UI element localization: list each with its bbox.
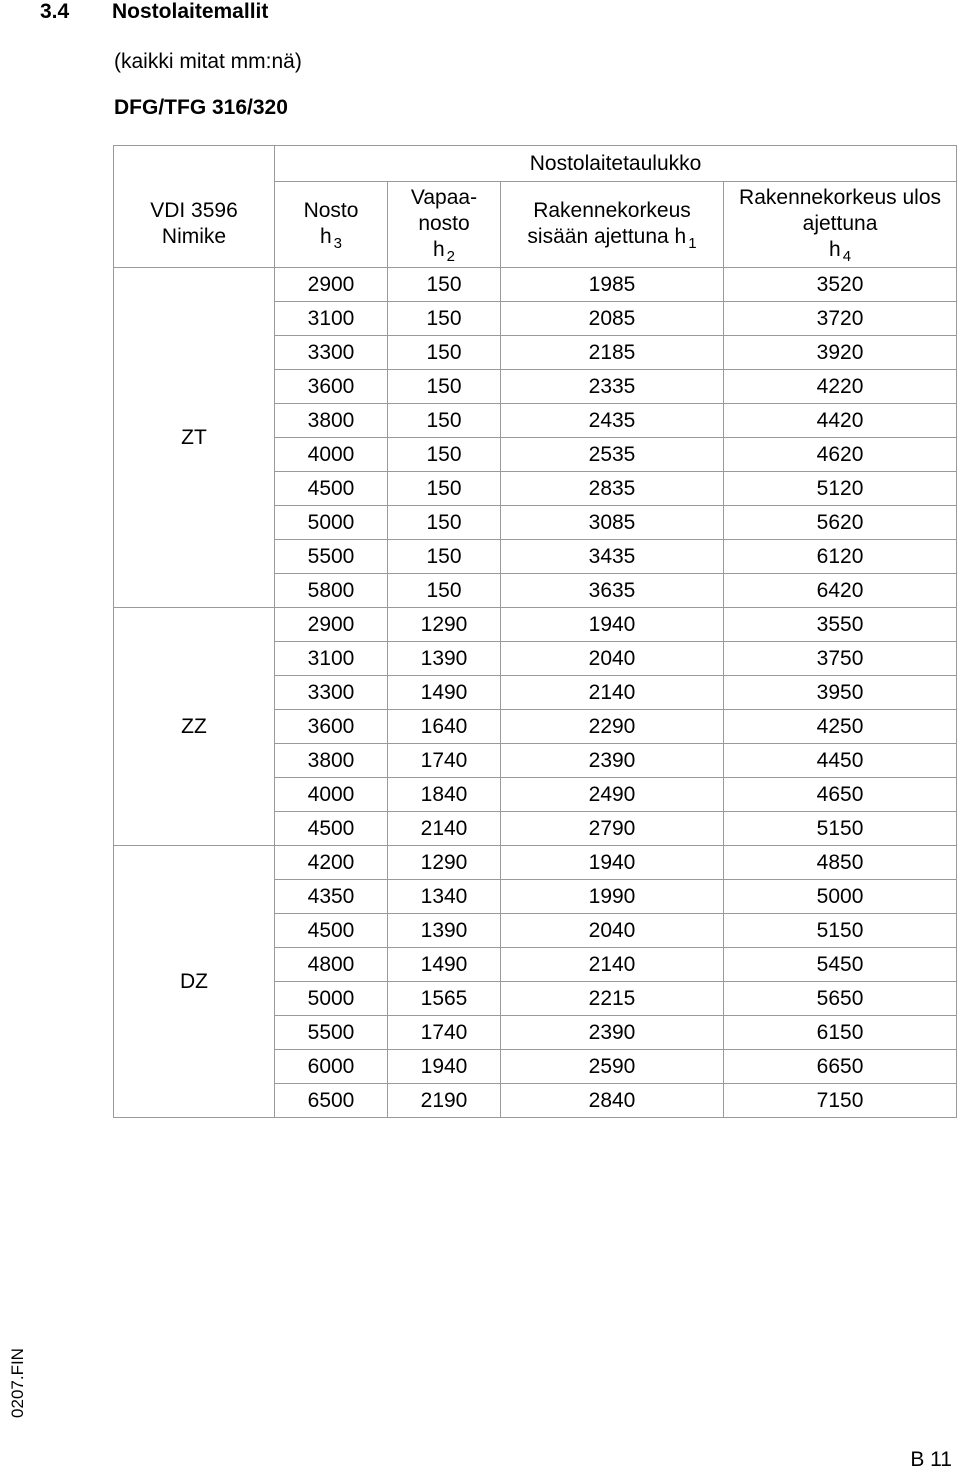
table-cell: 1740 (388, 744, 501, 778)
table-cell: 150 (388, 506, 501, 540)
table-cell: 150 (388, 336, 501, 370)
table-cell: 6650 (724, 1050, 957, 1084)
table-cell: 2190 (388, 1084, 501, 1118)
table-cell: 1390 (388, 914, 501, 948)
table-cell: 5800 (275, 574, 388, 608)
table-cell: 6150 (724, 1016, 957, 1050)
table-cell: 2490 (501, 778, 724, 812)
table-cell: 150 (388, 438, 501, 472)
section-title: Nostolaitemallit (112, 0, 269, 23)
header-height-lowered: Rakennekorkeus sisään ajettuna h $_1$ (501, 182, 724, 268)
header-vdi: VDI 3596 Nimike (114, 182, 275, 268)
table-cell: 5500 (275, 1016, 388, 1050)
table-cell: 2435 (501, 404, 724, 438)
table-cell: 3300 (275, 676, 388, 710)
table-cell: 1490 (388, 676, 501, 710)
table-cell: 6420 (724, 574, 957, 608)
table-cell: 1985 (501, 268, 724, 302)
table-cell: 2140 (388, 812, 501, 846)
table-cell: 3600 (275, 370, 388, 404)
table-cell: 2335 (501, 370, 724, 404)
table-cell: 1990 (501, 880, 724, 914)
table-cell: 150 (388, 540, 501, 574)
table-cell: 5150 (724, 812, 957, 846)
section-heading (40, 0, 268, 24)
table-cell: 1940 (501, 608, 724, 642)
table-cell: 4250 (724, 710, 957, 744)
table-caption: Nostolaitetaulukko (275, 146, 957, 182)
table-cell: 5120 (724, 472, 957, 506)
table-title-row (114, 146, 957, 182)
table-row (114, 608, 957, 642)
table-cell: 2140 (501, 676, 724, 710)
table-cell: 150 (388, 472, 501, 506)
table-cell: 3600 (275, 710, 388, 744)
table-cell: 2140 (501, 948, 724, 982)
table-cell: 2040 (501, 914, 724, 948)
table-cell: 1940 (501, 846, 724, 880)
table-cell: 7150 (724, 1084, 957, 1118)
table-cell: 3100 (275, 302, 388, 336)
table-cell: 2535 (501, 438, 724, 472)
table-cell: 4200 (275, 846, 388, 880)
table-cell: 1390 (388, 642, 501, 676)
table-cell: 2900 (275, 268, 388, 302)
table-cell: 4500 (275, 472, 388, 506)
table-cell: 2840 (501, 1084, 724, 1118)
group-label: ZT (114, 268, 275, 608)
table-cell: 150 (388, 370, 501, 404)
table-cell: 3435 (501, 540, 724, 574)
document-code: 0207.FIN (8, 1348, 27, 1418)
table-row (114, 268, 957, 302)
table-cell: 5500 (275, 540, 388, 574)
table-cell: 1565 (388, 982, 501, 1016)
table-cell: 1340 (388, 880, 501, 914)
table-cell: 3920 (724, 336, 957, 370)
table-cell: 150 (388, 268, 501, 302)
table-cell: 3800 (275, 744, 388, 778)
table-cell: 4850 (724, 846, 957, 880)
table-cell: 4350 (275, 880, 388, 914)
table-cell: 5650 (724, 982, 957, 1016)
table-cell: 1940 (388, 1050, 501, 1084)
header-lift: Nosto h $_3$ (275, 182, 388, 268)
table-cell: 1490 (388, 948, 501, 982)
table-cell: 3520 (724, 268, 957, 302)
page-number: B 11 (910, 1448, 952, 1471)
table-cell: 5150 (724, 914, 957, 948)
table-cell: 2215 (501, 982, 724, 1016)
table-cell: 1640 (388, 710, 501, 744)
table-cell: 3950 (724, 676, 957, 710)
table-cell: 1840 (388, 778, 501, 812)
table-cell: 4420 (724, 404, 957, 438)
table-cell: 150 (388, 404, 501, 438)
table-cell: 5000 (275, 982, 388, 1016)
table-cell: 3300 (275, 336, 388, 370)
units-note: (kaikki mitat mm:nä) (114, 50, 302, 73)
table-cell: 4220 (724, 370, 957, 404)
table-cell: 1740 (388, 1016, 501, 1050)
lift-table (113, 145, 957, 1118)
table-cell: 150 (388, 302, 501, 336)
table-cell: 5000 (275, 506, 388, 540)
table-cell: 4000 (275, 778, 388, 812)
table-cell: 3750 (724, 642, 957, 676)
table-cell: 150 (388, 574, 501, 608)
table-cell: 4500 (275, 914, 388, 948)
table-cell: 2390 (501, 744, 724, 778)
table-cell: 3800 (275, 404, 388, 438)
table-cell: 3085 (501, 506, 724, 540)
model-title: DFG/TFG 316/320 (114, 96, 288, 119)
table-cell: 4000 (275, 438, 388, 472)
table-cell: 3720 (724, 302, 957, 336)
header-height-extended: Rakennekorkeus ulos ajettuna h $_4$ (724, 182, 957, 268)
table-cell: 5000 (724, 880, 957, 914)
table-cell: 4620 (724, 438, 957, 472)
table-cell: 5620 (724, 506, 957, 540)
table-cell: 2185 (501, 336, 724, 370)
table-cell: 2085 (501, 302, 724, 336)
table-cell: 1290 (388, 608, 501, 642)
table-cell: 2590 (501, 1050, 724, 1084)
table-cell: 2390 (501, 1016, 724, 1050)
table-cell: 2900 (275, 608, 388, 642)
table-cell: 3635 (501, 574, 724, 608)
group-label: DZ (114, 846, 275, 1118)
section-number: 3.4 (40, 0, 70, 23)
table-cell: 3550 (724, 608, 957, 642)
table-cell: 5450 (724, 948, 957, 982)
table-cell: 6000 (275, 1050, 388, 1084)
table-cell: 4800 (275, 948, 388, 982)
table-cell: 4500 (275, 812, 388, 846)
table-cell: 4650 (724, 778, 957, 812)
table-cell: 2040 (501, 642, 724, 676)
table-header-row (114, 182, 957, 268)
table-cell: 6120 (724, 540, 957, 574)
table-cell: 3100 (275, 642, 388, 676)
table-corner-cell (114, 146, 275, 182)
table-cell: 4450 (724, 744, 957, 778)
table-cell: 6500 (275, 1084, 388, 1118)
table-row (114, 846, 957, 880)
table-cell: 2835 (501, 472, 724, 506)
table-cell: 2290 (501, 710, 724, 744)
header-free-lift: Vapaa- nosto h $_2$ (388, 182, 501, 268)
table-cell: 2790 (501, 812, 724, 846)
table-cell: 1290 (388, 846, 501, 880)
group-label: ZZ (114, 608, 275, 846)
